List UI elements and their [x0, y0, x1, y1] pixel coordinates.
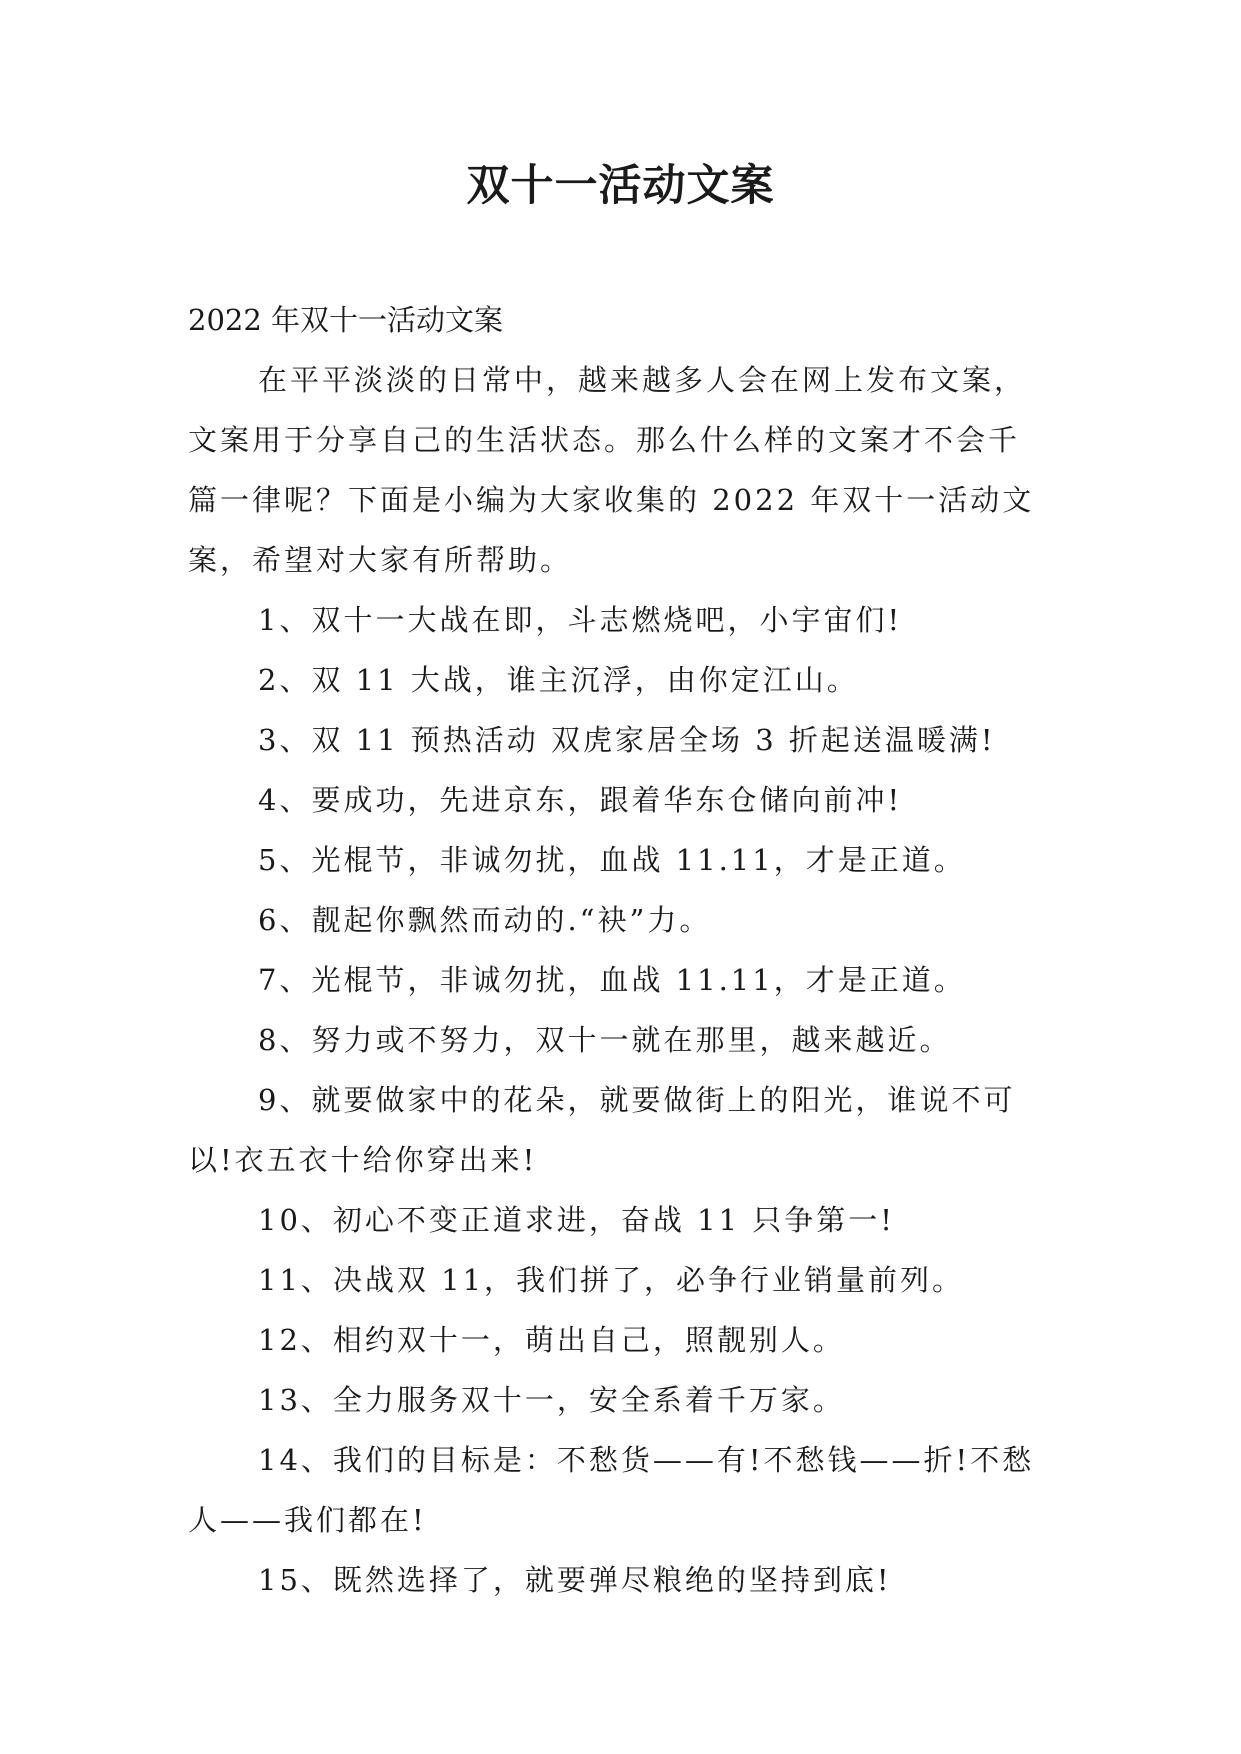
list-item-9-cont: 以!衣五衣十给你穿出来! [188, 1143, 538, 1177]
intro-line-2: 文案用于分享自己的生活状态。那么什么样的文案才不会千 [188, 423, 1021, 457]
intro-line-1: 在平平淡淡的日常中，越来越多人会在网上发布文案， [258, 363, 1027, 397]
list-item-8: 8、努力或不努力，双十一就在那里，越来越近。 [258, 1023, 952, 1057]
list-item-12: 12、相约双十一，萌出自己，照靓别人。 [258, 1323, 845, 1357]
document-body [188, 290, 1058, 1610]
list-item-1: 1、双十一大战在即，斗志燃烧吧，小宇宙们! [258, 603, 903, 637]
list-item-10: 10、初心不变正道求进，奋战 11 只争第一! [258, 1203, 895, 1237]
list-item-11: 11、决战双 11，我们拼了，必争行业销量前列。 [258, 1263, 965, 1297]
list-item-3: 3、双 11 预热活动 双虎家居全场 3 折起送温暖满! [258, 723, 996, 757]
list-item-5: 5、光棍节，非诚勿扰，血战 11.11，才是正道。 [258, 843, 966, 877]
list-item-4: 4、要成功，先进京东，跟着华东仓储向前冲! [258, 783, 903, 817]
document-title: 双十一活动文案 [466, 161, 775, 211]
list-item-15: 15、既然选择了，就要弹尽粮绝的坚持到底! [258, 1563, 892, 1597]
list-item-13: 13、全力服务双十一，安全系着千万家。 [258, 1383, 845, 1417]
intro-line-3: 篇一律呢？下面是小编为大家收集的 2022 年双十一活动文 [188, 483, 1035, 517]
intro-line-4: 案，希望对大家有所帮助。 [188, 543, 573, 577]
document-subtitle: 2022 年双十一活动文案 [188, 303, 504, 337]
list-item-9: 9、就要做家中的花朵，就要做街上的阳光，谁说不可 [258, 1083, 1016, 1117]
list-item-2: 2、双 11 大战，谁主沉浮，由你定江山。 [258, 663, 859, 697]
list-item-14-cont: 人——我们都在! [188, 1503, 427, 1537]
list-item-6: 6、靓起你飘然而动的.“袂”力。 [258, 903, 712, 937]
list-item-7: 7、光棍节，非诚勿扰，血战 11.11，才是正道。 [258, 963, 966, 997]
list-item-14: 14、我们的目标是：不愁货——有!不愁钱——折!不愁 [258, 1443, 1035, 1477]
